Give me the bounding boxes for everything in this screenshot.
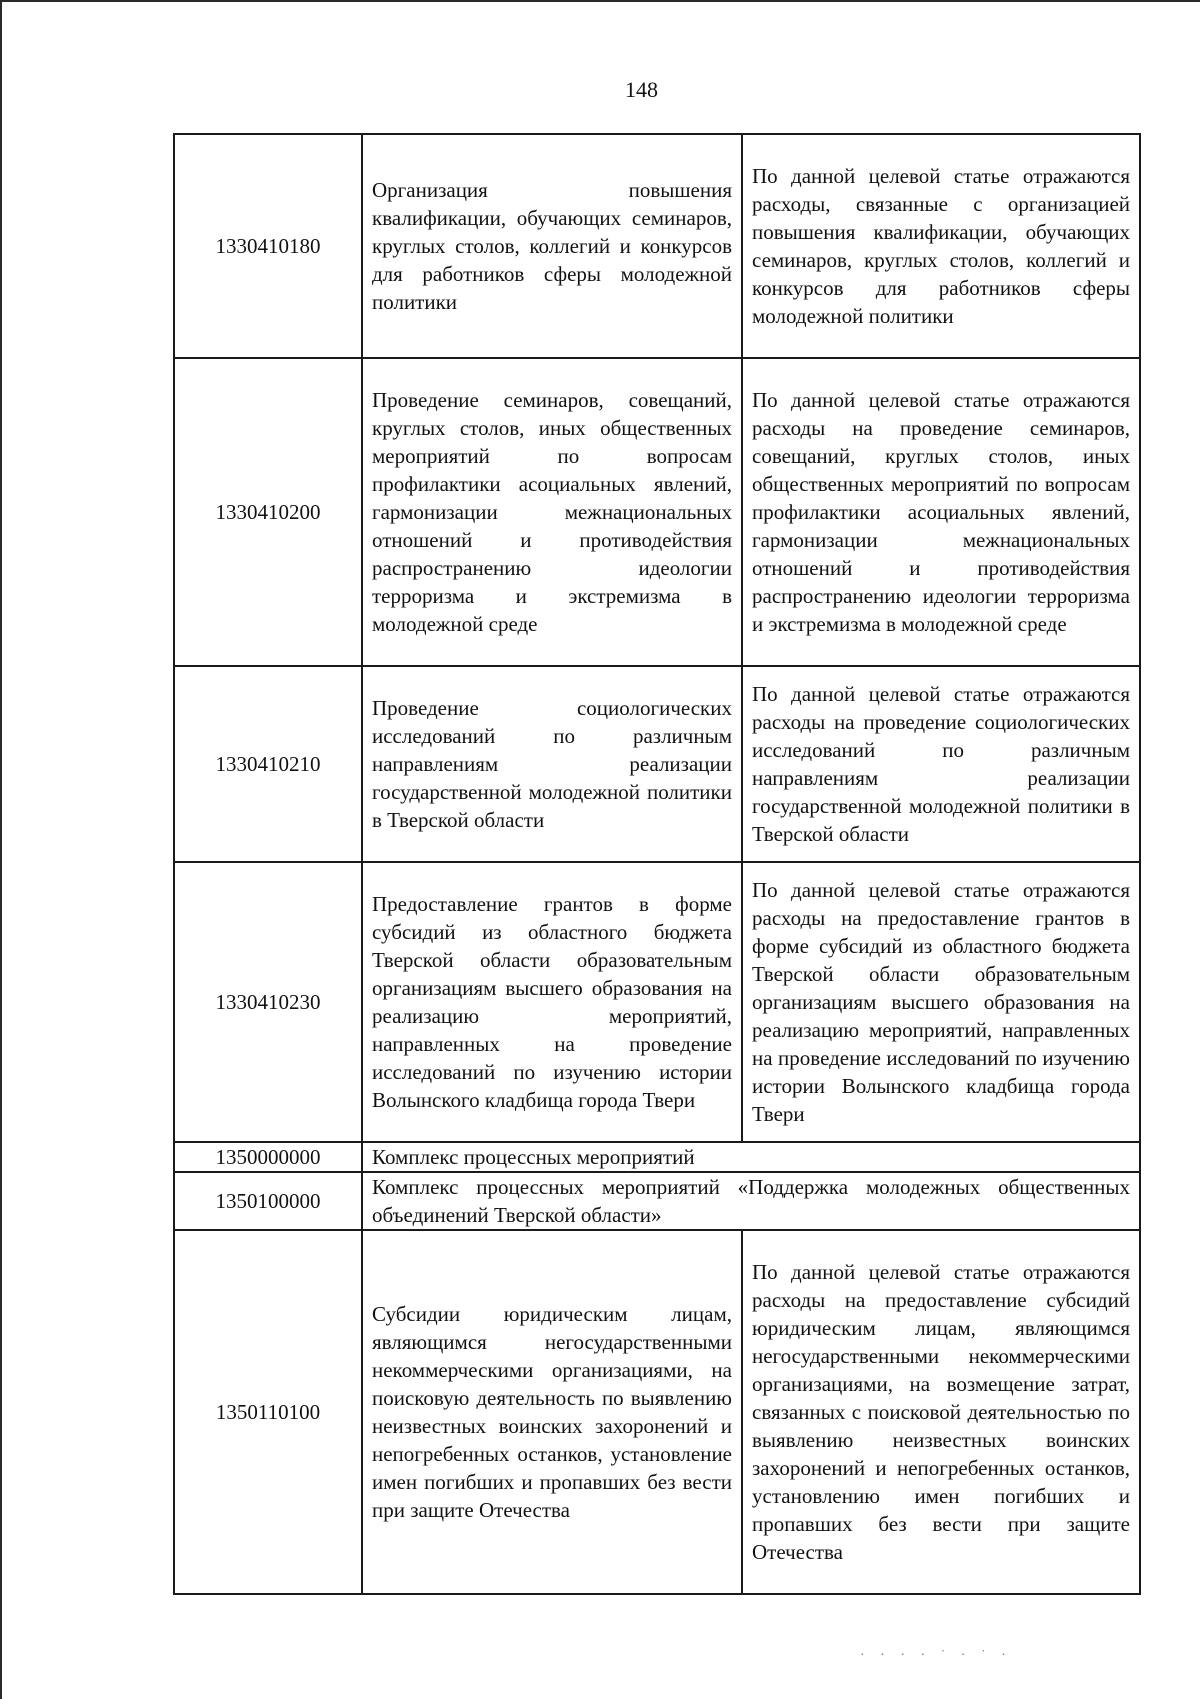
target-name-cell: Предоставление грантов в форме субсидий из областного бюджета Тверской области образовательным организациям высшего образования на реализацию мероприятий, направленных на проведение исследований по изучению истории Волынского кладбища города Твери (362, 862, 742, 1142)
scan-noise: · · · · ˙ · ˙ · (860, 1648, 1012, 1663)
target-name-cell: Проведение семинаров, совещаний, круглых столов, иных общественных мероприятий по вопросам профилактики асоциальных явлений, гармонизации межнациональных отношений и противодействия распространению идеологии терроризма и экстремизма в молодежной среде (362, 358, 742, 666)
target-description-cell: По данной целевой статье отражаются расходы на предоставление субсидий юридическим лицам, являющимся негосударственными некоммерческими организациями, на возмещение затрат, связанных с поисковой деятельностью по выявлению неизвестных воинских захоронений и непогребенных останков, установлению имен погибших и пропавших без вести при защите Отечества (742, 1230, 1140, 1594)
table-row (174, 1230, 1140, 1594)
target-description-cell: По данной целевой статье отражаются расходы на предоставление грантов в форме субсидий из областного бюджета Тверской области образовательным организациям высшего образования на реализацию мероприятий, направленных на проведение исследований по изучению истории Волынского кладбища города Твери (742, 862, 1140, 1142)
target-code-cell: 1350110100 (174, 1230, 362, 1594)
table-row (174, 1142, 1140, 1172)
scan-border-left (0, 0, 2, 1699)
target-code-cell: 1330410230 (174, 862, 362, 1142)
table-row (174, 666, 1140, 862)
target-name-cell: Организация повышения квалификации, обучающих семинаров, круглых столов, коллегий и конкурсов для работников сферы молодежной политики (362, 134, 742, 358)
target-description-cell: По данной целевой статье отражаются расходы на проведение семинаров, совещаний, круглых столов, иных общественных мероприятий по вопросам профилактики асоциальных явлений, гармонизации межнациональных отношений и противодействия распространению идеологии терроризма и экстремизма в молодежной среде (742, 358, 1140, 666)
target-name-cell: Субсидии юридическим лицам, являющимся негосударственными некоммерческими организациями, на поисковую деятельность по выявлению неизвестных воинских захоронений и непогребенных останков, установление имен погибших и пропавших без вести при защите Отечества (362, 1230, 742, 1594)
target-code-cell: 1330410210 (174, 666, 362, 862)
table-row (174, 358, 1140, 666)
target-code-cell: 1350000000 (174, 1142, 362, 1172)
page-number: 148 (625, 77, 658, 102)
target-name-cell: Комплекс процессных мероприятий (362, 1142, 1140, 1172)
target-code-cell: 1330410180 (174, 134, 362, 358)
table-row (174, 862, 1140, 1142)
target-code-cell: 1350100000 (174, 1172, 362, 1230)
scan-border-top (0, 0, 1200, 2)
table-row (174, 134, 1140, 358)
target-name-cell: Комплекс процессных мероприятий «Поддержка молодежных общественных объединений Тверской области» (362, 1172, 1140, 1230)
target-code-cell: 1330410200 (174, 358, 362, 666)
table-row (174, 1172, 1140, 1230)
target-description-cell: По данной целевой статье отражаются расходы, связанные с организацией повышения квалификации, обучающих семинаров, круглых столов, коллегий и конкурсов для работников сферы молодежной политики (742, 134, 1140, 358)
budget-classification-table (173, 133, 1141, 1595)
target-description-cell: По данной целевой статье отражаются расходы на проведение социологических исследований по различным направлениям реализации государственной молодежной политики в Тверской области (742, 666, 1140, 862)
target-name-cell: Проведение социологических исследований по различным направлениям реализации государственной молодежной политики в Тверской области (362, 666, 742, 862)
